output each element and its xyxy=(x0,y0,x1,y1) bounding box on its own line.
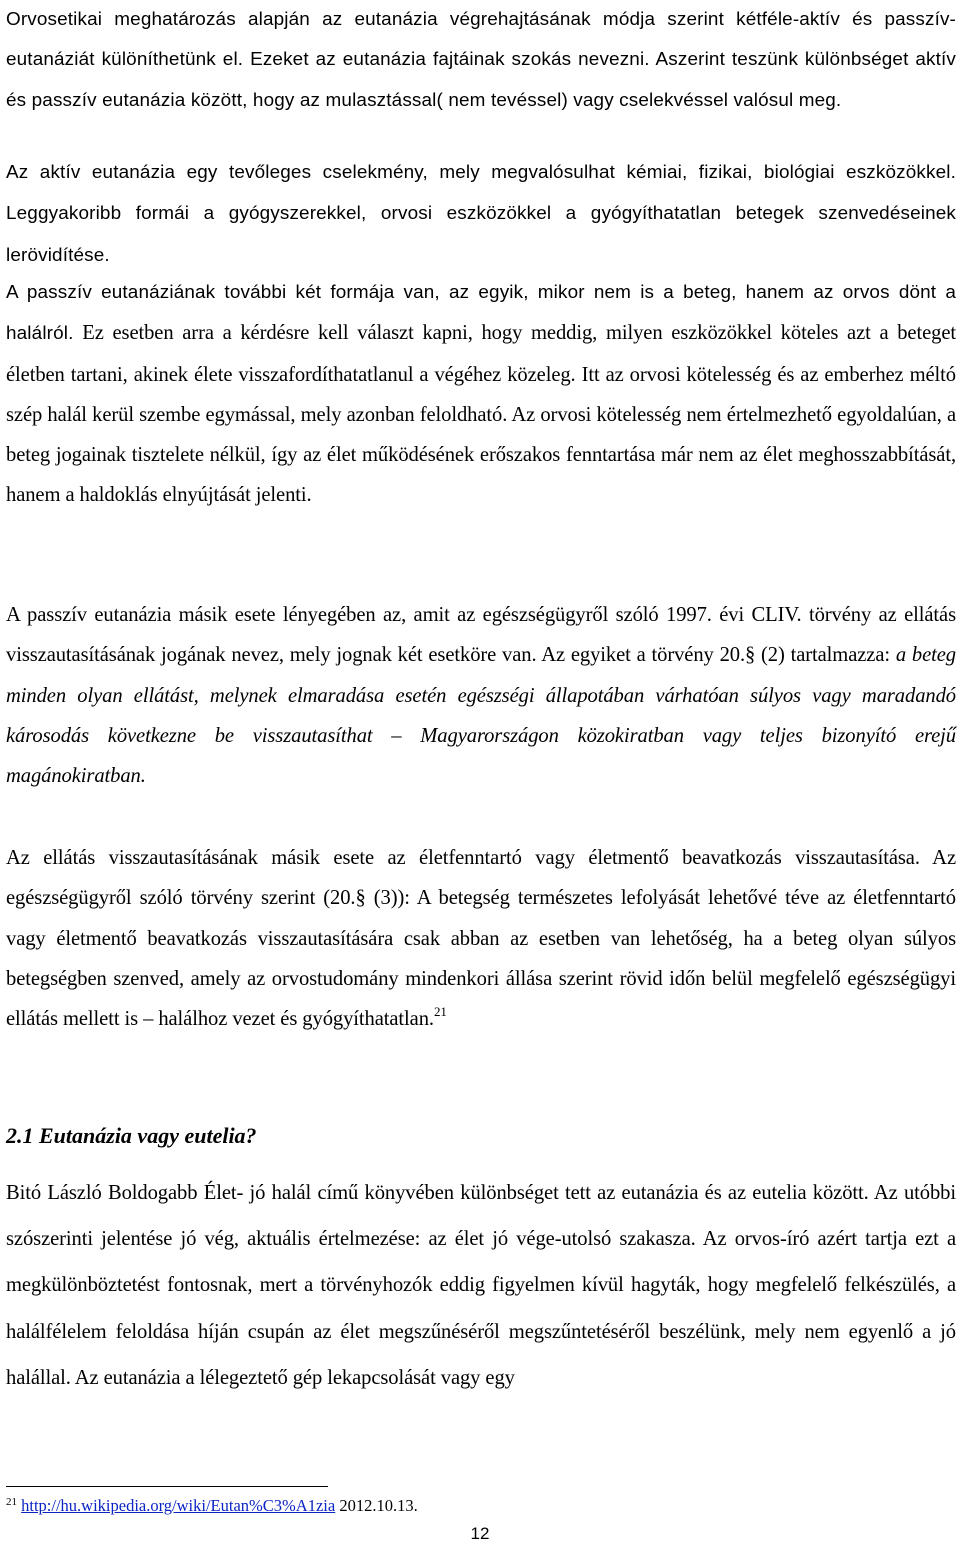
footnote-number: 21 xyxy=(6,1496,17,1508)
paragraph-forms: Orvosetikai meghatározás alapján az eutanázia végrehajtásának módja szerint kétféle-aktív és passzív- eutanáziát különíthetünk el. Ezeket az eutanázia fajtáinak szokás nevezni. Aszerint teszünk különbséget aktív és passzív eutanázia között, hogy az mulasztással( nem tevéssel) vagy cselekvéssel valósul meg. xyxy=(6,9,956,111)
paragraph-eutelia: Bitó László Boldogabb Élet- jó halál című könyvében különbséget tett az eutanázia és az eutelia között. Az utóbbi szószerinti jelentése jó vég, aktuális értelmezése: az élet jó vége-utolsó szakasza. Az orvos-író azért tartja ezt a megkülönböztetést fontosnak, mert a törvényhozók eddig figyelmen kívül hagyták, hogy megfelelő felkészülés, a halálfélelem feloldása híján csupán az élet megszűnéséről megszűntetéséről beszélünk, mely nem egyenlő a jó halállal. Az eutanázia a lélegeztető gép lekapcsolását vagy egy xyxy=(6,1182,956,1389)
law-quote: a beteg minden olyan ellátást, melynek elmaradása esetén egészségi állapotában várhatóan súlyos vagy maradandó károsodás következne be visszautasíthat – Magyarországon közokiratban vagy teljes bizonyító erejű magánokiratban. xyxy=(6,644,956,788)
footnote-link[interactable]: http://hu.wikipedia.org/wiki/Eutan%C3%A1zia xyxy=(21,1496,336,1515)
law-text: A passzív eutanázia másik esete lényegében az, amit az egészségügyről szóló 1997. évi CLIV. törvény az ellátás visszautasításának jogának nevez, mely jognak két esetköre van. Az egyiket a törvény 20.§ (2) tartalmazza: xyxy=(6,604,956,667)
passive-intro: A passzív eutanáziának további két formája van, az egyik, mikor nem is a beteg, hanem az orvos dönt a halálról. xyxy=(6,282,956,345)
life-support-text: Az ellátás visszautasításának másik esete az életfenntartó vagy életmentő beavatkozás visszautasítása. Az egészségügyről szóló törvény szerint (20.§ (3)): A betegség természetes lefolyását lehetővé téve az életfenntartó vagy életmentő beavatkozás visszautasítására csak abban az esetben van lehetőség, ha a beteg olyan súlyos betegségben szenved, amely az orvostudomány mindenkori állása szerint rövid időn belül megfelelő egészségügyi ellátás mellett is – halálhoz vezet és gyógyíthatatlan. xyxy=(6,847,956,1031)
paragraph-passive-euthanasia xyxy=(6,272,956,516)
footnote xyxy=(6,1492,956,1520)
active-definition: Az aktív eutanázia egy tevőleges cselekmény, mely megvalósulhat kémiai, fizikai, biológiai eszközökkel. xyxy=(6,162,956,183)
page-number: 12 xyxy=(470,1524,490,1543)
passive-discussion: Ez esetben arra a kérdésre kell választ kapni, hogy meddig, milyen eszközökkel köteles azt a beteget életben tartani, akinek élete visszafordíthatatlanul a végéhez közeleg. Itt az orvosi kötelesség és az emberhez méltó szép halál kerül szembe egymással, mely azonban feloldható. Az orvosi kötelesség nem értelmezhető egyoldalúan, a beteg jogainak tisztelete nélkül, így az élet működésének erőszakos fenntartása már nem az élet meghosszabbítását, hanem a haldoklás elnyújtását jelenti. xyxy=(6,322,956,507)
section-heading: 2.1 Eutanázia vagy eutelia? xyxy=(6,1123,257,1148)
active-forms: Leggyakoribb formái a gyógyszerekkel, orvosi eszközökkel a gyógyíthatatlan betegek szenvedéseinek lerövidítése. xyxy=(6,203,956,266)
paragraph-law-refusal xyxy=(6,595,956,796)
footnote-date: 2012.10.13. xyxy=(335,1496,418,1515)
footnote-divider xyxy=(6,1486,328,1487)
paragraph-active-euthanasia xyxy=(6,152,956,276)
footnote-ref: 21 xyxy=(433,1004,447,1020)
paragraph-life-support-refusal xyxy=(6,838,956,1039)
